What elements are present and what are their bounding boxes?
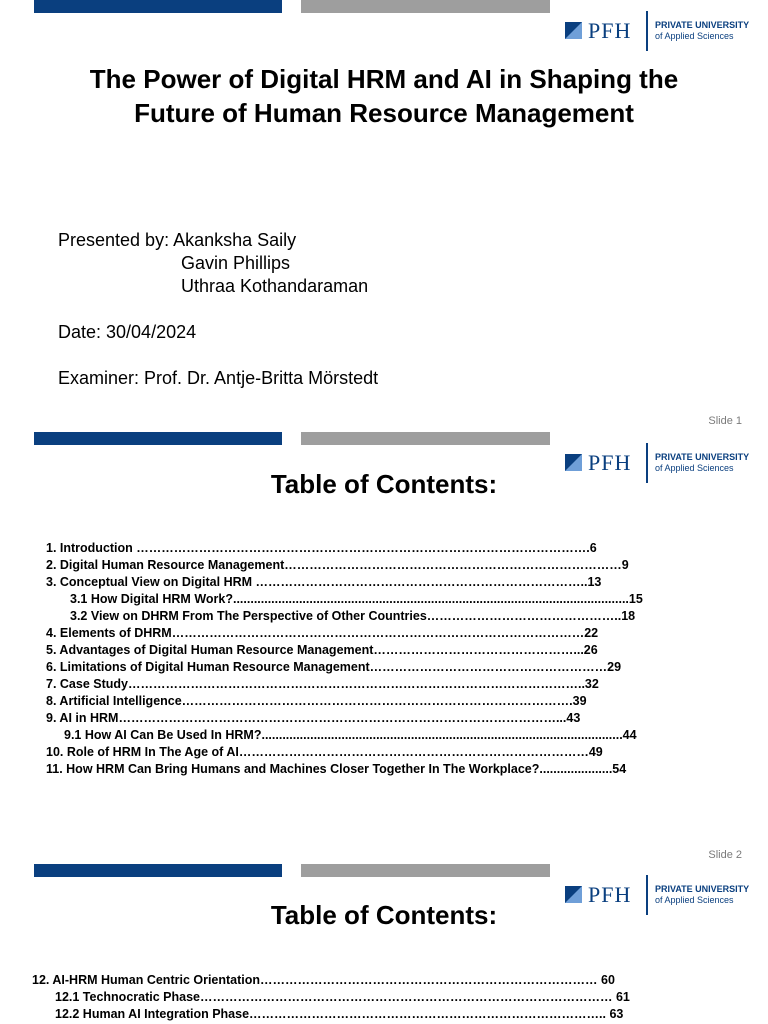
examiner: Examiner: Prof. Dr. Antje-Britta Mörstedt [58,368,379,388]
toc-title: Table of Contents: [270,469,498,499]
logo-line-1: PRIVATE UNIVERSITY [655,452,750,462]
logo-line-1: PRIVATE UNIVERSITY [655,20,750,30]
slide-number: Slide 2 [708,849,742,861]
toc-item: 9.1 How AI Can Be Used In HRM?........................................................................................................44 [64,728,637,742]
header-bar-blue [34,432,282,445]
logo-wordmark: PFH [588,882,632,907]
toc-item: 12.1 Technocratic Phase……………………………………………………………………………………… 61 [55,990,630,1004]
slide-2 [0,432,768,864]
slide-1 [0,0,768,432]
toc-item: 8. Artificial Intelligence………………………………………………………………………………….39 [46,694,587,708]
toc-item: 4. Elements of DHRM………………………………………………………………………………………22 [46,626,599,640]
presenter-name: Akanksha Saily [173,230,297,250]
toc-item: 10. Role of HRM In The Age of AI…………………………………………………………………………49 [46,745,603,759]
logo-wordmark: PFH [588,450,632,475]
header-bar-gray [301,432,550,445]
toc-item: 3.1 How Digital HRM Work?..................................................................................................................15 [70,592,643,606]
header-bar-blue [34,0,282,13]
logo-line-1: PRIVATE UNIVERSITY [655,884,750,894]
presenter-name: Gavin Phillips [181,253,291,273]
toc-item: 2. Digital Human Resource Management………………………………………………………………………9 [46,558,629,572]
slide-number: Slide 1 [708,415,742,427]
toc-title: Table of Contents: [270,900,498,930]
header-bar-gray [301,864,550,877]
presented-by [58,229,296,252]
header-bar-blue [34,864,282,877]
header-bar-gray [301,0,550,13]
pfh-logo-mark-icon [565,22,582,39]
toc-item: 7. Case Study………………………………………………………………………………………………..32 [46,677,599,691]
logo-line-2: of Applied Sciences [655,463,734,473]
toc-item: 6. Limitations of Digital Human Resource Management…………………………………………………29 [46,660,622,674]
logo-divider [646,11,648,51]
presented-by-label: Presented by: [58,230,170,250]
pfh-logo [565,11,750,51]
slide-3 [0,864,768,1024]
toc-item: 5. Advantages of Digital Human Resource Management…………………………………………...26 [46,643,598,657]
toc-item: 3.2 View on DHRM From The Perspective of Other Countries………………………………………..18 [70,609,636,623]
logo-line-2: of Applied Sciences [655,895,734,905]
toc-item: 3. Conceptual View on Digital HRM ……………………………………………………………………..13 [46,575,602,589]
toc-item: 9. AI in HRM……………………………………………………………………………………………...43 [46,711,581,725]
toc-item: 12. AI-HRM Human Centric Orientation……………………………………………………………………… 60 [32,973,615,987]
title-line-2: Future of Human Resource Management [134,98,634,128]
logo-line-2: of Applied Sciences [655,31,734,41]
toc-item: 1. Introduction ……………………………………………………………………………………………….6 [46,541,597,555]
toc-item: 11. How HRM Can Bring Humans and Machines Closer Together In The Workplace?.....................54 [46,762,627,776]
toc-item: 12.2 Human AI Integration Phase………………………………………………………………………….. 63 [55,1007,624,1021]
presentation-date: Date: 30/04/2024 [58,322,197,342]
logo-wordmark: PFH [588,18,632,43]
presentation-title [30,62,738,130]
title-line-1: The Power of Digital HRM and AI in Shaping the [89,64,679,94]
presenter-name: Uthraa Kothandaraman [181,276,369,296]
